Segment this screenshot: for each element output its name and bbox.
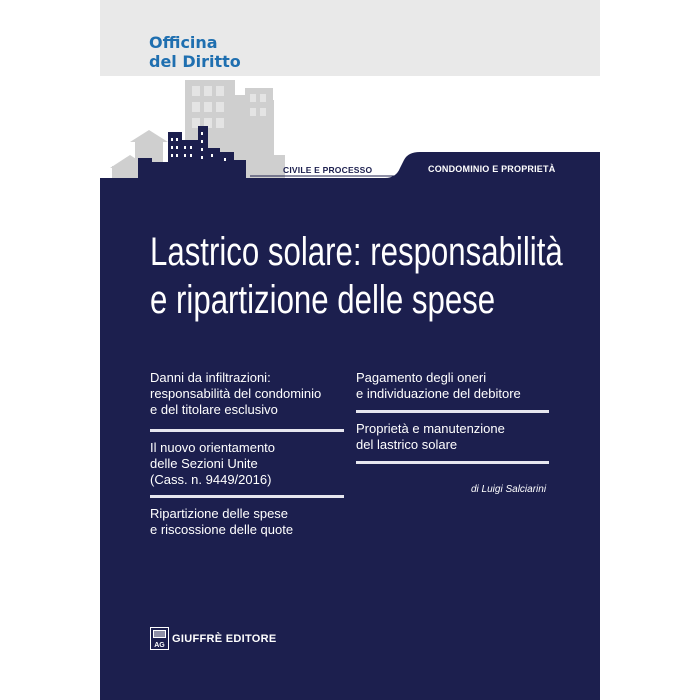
city-skyline-illustration <box>100 0 600 180</box>
title-line-2: e ripartizione delle spese <box>150 278 496 322</box>
publisher-block <box>150 627 277 650</box>
topic-item <box>150 440 275 488</box>
topic-divider <box>356 461 549 464</box>
topic-line: Pagamento degli oneri <box>356 370 487 385</box>
topic-line: responsabilità del condominio <box>150 386 322 401</box>
topic-line: e riscossione delle quote <box>150 522 294 537</box>
topic-line: Danni da infiltrazioni: <box>150 370 271 385</box>
book-title <box>150 228 563 324</box>
topic-divider <box>150 495 344 498</box>
topic-line: Il nuovo orientamento <box>150 440 276 455</box>
topic-divider <box>356 410 549 413</box>
topic-line: (Cass. n. 9449/2016) <box>150 472 272 487</box>
topic-item <box>356 421 505 453</box>
topic-line: Ripartizione delle spese <box>150 506 289 521</box>
series-line-2: del Diritto <box>149 52 241 71</box>
publisher-logo-text: AG <box>154 642 165 649</box>
author-credit: di Luigi Salciarini <box>471 484 547 495</box>
topic-item <box>150 506 293 538</box>
series-line-1: Officina <box>149 33 218 52</box>
publisher-name: GIUFFRÈ EDITORE <box>172 632 277 645</box>
category-label-civile: CIVILE E PROCESSO <box>283 165 373 175</box>
topic-line: Proprietà e manutenzione <box>356 421 505 436</box>
topic-item <box>150 370 321 418</box>
topic-line: e individuazione del debitore <box>356 386 521 401</box>
topic-line: e del titolare esclusivo <box>150 402 278 417</box>
category-label-condominio: CONDOMINIO E PROPRIETÀ <box>428 164 556 174</box>
topic-divider <box>150 429 344 432</box>
topic-line: del lastrico solare <box>356 437 458 452</box>
title-line-1: Lastrico solare: responsabilità <box>150 230 563 274</box>
topic-line: delle Sezioni Unite <box>150 456 258 471</box>
book-cover <box>100 0 600 700</box>
publisher-logo-icon <box>150 627 169 650</box>
topic-item <box>356 370 521 402</box>
